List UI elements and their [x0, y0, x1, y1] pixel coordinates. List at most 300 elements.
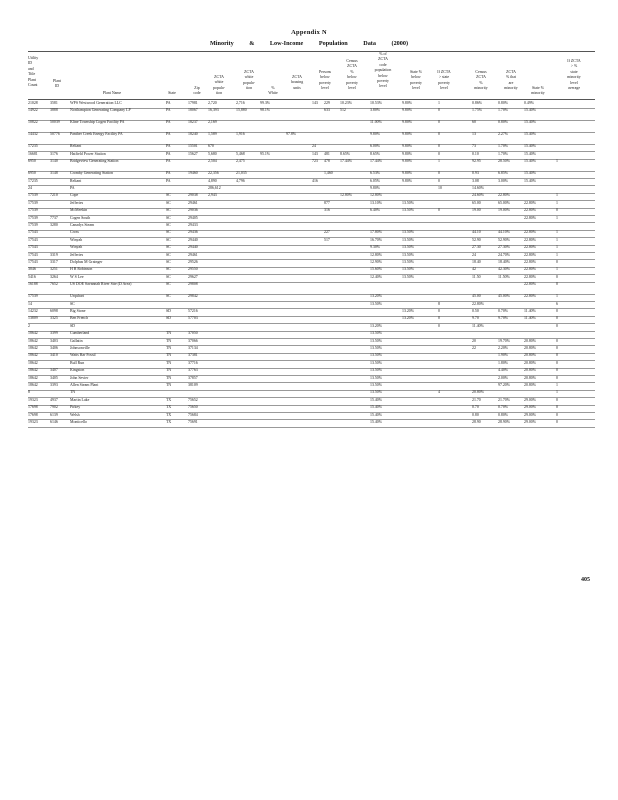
state-minority-cell: 20.80% [524, 338, 536, 343]
zcta-minority-cell: 0.80% [498, 412, 509, 417]
utility-cell: 19323 [28, 420, 38, 424]
pct-poverty-cell: 6.05% [370, 178, 381, 183]
census-minority-cell: 0.80 [472, 412, 479, 417]
pct-poverty-cell: 12.80% [370, 252, 382, 257]
state-poverty-cell: 9.80% [402, 144, 413, 149]
pct-poverty-cell: 9.80% [370, 186, 381, 190]
utility-cell: 17539 [28, 223, 38, 227]
utility-cell: 17698 [28, 405, 38, 410]
zcta-minority-cell: 18.40% [498, 260, 510, 264]
zcta-minority-cell: 1.70% [498, 151, 509, 156]
pct-poverty-cell: 17.44% [370, 159, 382, 164]
state-cell: SC [166, 274, 171, 279]
census-minority-cell: 44.10 [472, 230, 481, 235]
state-cell: PA [166, 159, 171, 164]
state-minority-cell: 15.40% [524, 151, 536, 156]
pct-poverty-cell: 12.90% [370, 260, 382, 264]
plant-name-cell: Kline Township Cogen Facility PA [70, 120, 125, 125]
zip-cell: 37716 [188, 360, 198, 365]
zcta-minority-cell: 6.85% [498, 171, 509, 176]
minority-flag-cell: 1 [556, 245, 558, 250]
plant-id-cell: 4937 [50, 397, 58, 402]
state-cell: SC [166, 223, 171, 227]
pct-poverty-cell: 13.50% [370, 353, 382, 358]
zcta-pop-cell: 670 [208, 144, 214, 149]
pct-poverty-cell: 15.60% [370, 267, 382, 272]
state-minority-cell: 20.80% [524, 368, 536, 373]
state-cell: TX [166, 420, 172, 424]
plant-id-cell: 3393 [50, 383, 58, 387]
census-minority-cell: 0.86% [472, 101, 483, 105]
census-minority-cell: 9.70 [472, 316, 479, 321]
census-minority-cell: 3.08 [472, 178, 479, 183]
poverty-flag-cell: 10 [438, 186, 442, 190]
utility-cell: 17539 [28, 294, 38, 299]
census-minority-cell: 14.60% [472, 186, 484, 190]
col-header-zcta-pop: ZCTA white popula- tion [213, 75, 225, 96]
zip-cell: 29526 [188, 260, 198, 264]
state-minority-cell: 22.80% [524, 267, 536, 272]
zcta-pop-cell: 286,612 [208, 186, 221, 190]
zcta-minority-cell: 28.90% [498, 420, 510, 424]
utility-cell: 18642 [28, 360, 38, 365]
plant-id-cell: 3405 [50, 375, 58, 380]
table-row [28, 208, 595, 215]
state-cell: TN [166, 353, 172, 358]
zcta-minority-cell: 24.70% [498, 252, 510, 257]
state-poverty-cell: 13.50% [402, 260, 414, 264]
plant-name-cell: Martin Lake [70, 397, 90, 402]
table-row [28, 390, 595, 397]
census-minority-cell: 65.00 [472, 200, 481, 205]
zcta-white-cell: 4,796 [236, 178, 245, 183]
table-row [28, 186, 595, 193]
zip-cell: 29405 [188, 215, 198, 220]
zcta-minority-cell: 0.70% [498, 405, 509, 410]
utility-cell: 17543 [28, 230, 38, 235]
minority-flag-cell: 0 [556, 260, 558, 264]
col-header-utility: Utility ID and Title Plant Count [28, 56, 39, 88]
plant-name-cell: Winyah [70, 245, 83, 250]
census-minority-cell: 0.93 [472, 171, 479, 176]
state-cell: SC [166, 237, 171, 242]
plant-name-cell: SC [70, 301, 75, 306]
zip-cell: 37066 [188, 338, 198, 343]
row-separator [28, 427, 595, 428]
zip-cell: 15501 [188, 144, 198, 149]
census-minority-cell: 0.70 [472, 405, 479, 410]
plant-name-cell: Winyah [70, 237, 83, 242]
utility-cell: 2 [28, 323, 30, 328]
plant-name-cell: Panther Creek Energy Facility PA [70, 132, 123, 137]
state-minority-cell: 20.80% [524, 383, 536, 387]
poverty-count-cell: 1,460 [324, 171, 333, 176]
plant-name-cell: Cross [70, 230, 79, 235]
utility-cell: 19323 [28, 397, 38, 402]
zip-cell: 29436 [188, 230, 198, 235]
state-minority-cell: 22.80% [524, 274, 536, 279]
pct-poverty-cell: 15.40% [370, 405, 382, 410]
zcta-minority-cell: 9.70% [498, 316, 509, 321]
state-cell: SD [166, 309, 171, 313]
census-minority-cell: 18.40 [472, 260, 481, 264]
plant-name-cell: Cogen South [70, 215, 91, 220]
state-poverty-cell: 13.50% [402, 252, 414, 257]
poverty-count-cell: 316 [324, 208, 330, 213]
pct-white-cell: 99.3% [260, 101, 271, 105]
state-poverty-cell: 13.50% [402, 274, 414, 279]
table-row [28, 339, 595, 346]
persons-below-cell: 416 [312, 178, 318, 183]
poverty-flag-cell: 0 [438, 208, 440, 213]
state-poverty-cell: 9.80% [402, 159, 413, 164]
housing-cell: 97.8% [286, 132, 297, 137]
plant-name-cell: John Sevier [70, 375, 89, 380]
state-cell: TX [166, 397, 172, 402]
pct-white-cell: 98.1% [260, 108, 271, 113]
plant-name-cell: Cope [70, 193, 79, 198]
state-minority-cell: 22.80% [524, 252, 536, 257]
zip-cell: 29433 [188, 223, 198, 227]
utility-cell: 18642 [28, 331, 38, 336]
zcta-minority-cell: 19.00% [498, 208, 510, 213]
state-minority-cell: 15.40% [524, 144, 536, 149]
state-cell: PA [166, 101, 171, 105]
minority-flag-cell: 0 [556, 274, 558, 279]
utility-cell: 6950 [28, 171, 36, 176]
utility-cell: 17539 [28, 193, 38, 198]
zcta-minority-cell: 52.90% [498, 237, 510, 242]
state-minority-cell: 20.80% [524, 375, 536, 380]
state-minority-cell: 22.80% [524, 282, 536, 287]
plant-id-cell: 3410 [50, 353, 58, 358]
state-poverty-cell: 13.50% [402, 267, 414, 272]
pct-white-cell: 95.1% [260, 151, 271, 156]
plant-id-cell: 3399 [50, 331, 58, 336]
table-row [28, 245, 595, 252]
minority-flag-cell: 1 [556, 237, 558, 242]
table-row [28, 346, 595, 353]
table-subtitle: Minority & Low-Income Population Data (2000) [209, 40, 409, 47]
state-cell: PA [166, 132, 171, 137]
plant-id-cell: 3888 [50, 108, 58, 113]
plant-name-cell: Cromby Generating Station [70, 171, 114, 176]
poverty-count-cell: 227 [324, 230, 330, 235]
col-header-if-zcta-minority: If ZCTA > % state minority level average [567, 59, 581, 91]
zcta-minority-cell: 28.50% [498, 159, 510, 164]
col-header-pct-of-zcta: % of ZCTA code population below poverty level [374, 52, 392, 89]
header-top-rule [28, 51, 595, 52]
zcta-minority-cell: 45.00% [498, 294, 510, 299]
state-cell: TN [166, 375, 172, 380]
minority-flag-cell: 1 [556, 200, 558, 205]
zcta-minority-cell: 1.80% [498, 360, 509, 365]
state-poverty-cell: 9.80% [402, 178, 413, 183]
utility-cell: 10822 [28, 120, 38, 125]
persons-below-cell: 143 [312, 101, 318, 105]
state-poverty-cell: 9.80% [402, 108, 413, 113]
table-row [28, 238, 595, 245]
minority-flag-cell: 0 [556, 397, 558, 402]
zcta-minority-cell: 2.27% [498, 132, 509, 137]
state-minority-cell: 20.80% [524, 346, 536, 350]
plant-name-cell: Jefferies [70, 200, 84, 205]
table-row [28, 368, 595, 375]
zcta-white-cell: 2,475 [236, 159, 245, 164]
plant-id-cell: 7902 [50, 405, 58, 410]
utility-cell: 14922 [28, 108, 38, 113]
table-row [28, 267, 595, 274]
poverty-flag-cell: 4 [438, 390, 440, 395]
zcta-minority-cell: 2.00% [498, 375, 509, 380]
state-cell: SC [166, 267, 171, 272]
pct-poverty-cell: 15.40% [370, 397, 382, 402]
col-header-state-pct: State % below poverty level [410, 70, 422, 91]
state-cell: TN [166, 346, 172, 350]
plant-name-cell: Monticello [70, 420, 88, 424]
table-row [28, 398, 595, 405]
plant-name-cell: W S Lee [70, 274, 84, 279]
plant-name-cell: US DOE Savannah River Site (D Area) [70, 282, 132, 287]
plant-id-cell: 3148 [50, 171, 58, 176]
state-cell: TN [166, 331, 172, 336]
table-row [28, 171, 595, 178]
col-header-census-minority: Census ZCTA % minority [474, 70, 488, 91]
pct-poverty-cell: 13.50% [370, 375, 382, 380]
census-minority-cell: 52.90 [472, 237, 481, 242]
zcta-minority-cell: 2.20% [498, 346, 509, 350]
state-cell: SD [166, 316, 171, 321]
census-minority-cell: 92.95 [472, 159, 481, 164]
pct-poverty-cell: 13.10% [370, 200, 382, 205]
state-cell: SC [166, 230, 171, 235]
census-minority-cell: 45.00 [472, 294, 481, 299]
col-header-if-zcta: If ZCTA > state poverty level [437, 70, 451, 91]
table-row [28, 294, 595, 301]
table-row [28, 193, 595, 200]
minority-flag-cell: 0 [556, 353, 558, 358]
plant-id-cell: 3319 [50, 252, 58, 257]
census-poverty-cell: 10.23% [340, 101, 352, 105]
pct-poverty-cell: 9.30% [370, 245, 381, 250]
poverty-flag-cell: 8 [438, 301, 440, 306]
census-minority-cell: 13 [472, 132, 476, 137]
state-poverty-cell: 13.50% [402, 200, 414, 205]
zip-cell: 75691 [188, 420, 198, 424]
table-row [28, 324, 595, 331]
zcta-minority-cell: 0.80% [498, 120, 509, 125]
plant-id-cell: 50776 [50, 132, 60, 137]
census-minority-cell: 22.80% [472, 301, 484, 306]
state-cell: SC [166, 215, 171, 220]
table-row [28, 282, 595, 293]
col-header-state: State [168, 91, 176, 95]
utility-cell: 14432 [28, 132, 38, 137]
census-minority-cell: 73 [472, 144, 476, 149]
poverty-count-cell: 478 [324, 159, 330, 164]
pct-poverty-cell: 13.50% [370, 390, 382, 395]
plant-name-cell: Bridgeview Generating Station [70, 159, 119, 164]
pct-poverty-cell: 6.40% [370, 208, 381, 213]
poverty-flag-cell: 0 [438, 108, 440, 113]
state-minority-cell: 11.40% [524, 309, 536, 313]
census-minority-cell: 28.90 [472, 420, 481, 424]
page-number: 405 [581, 577, 590, 583]
zip-cell: 75684 [188, 412, 198, 417]
zip-cell: 29808 [188, 282, 198, 287]
table-row [28, 275, 595, 282]
table-row [28, 159, 595, 170]
table-row [28, 353, 595, 360]
utility-cell: 18642 [28, 368, 38, 373]
zip-cell: 18237 [188, 120, 198, 125]
col-header-census-zcta: Census ZCTA % below poverty level [346, 59, 358, 91]
table-row [28, 413, 595, 420]
zip-cell: 37381 [188, 353, 198, 358]
minority-flag-cell: 0 [556, 323, 558, 328]
zip-cell: 29036 [188, 208, 198, 213]
plant-id-cell: 7652 [50, 282, 58, 287]
state-poverty-cell: 13.50% [402, 230, 414, 235]
utility-cell: 13809 [28, 316, 38, 321]
zip-cell: 37134 [188, 346, 198, 350]
census-minority-cell: 21.70 [472, 397, 481, 402]
table-row [28, 132, 595, 143]
poverty-flag-cell: 1 [438, 101, 440, 105]
zip-cell: 75652 [188, 397, 198, 402]
plant-name-cell: Hatfield Power Station [70, 151, 106, 156]
zip-cell: 29440 [188, 237, 198, 242]
state-cell: SC [166, 208, 171, 213]
zip-cell: 17981 [188, 101, 198, 105]
pct-poverty-cell: 16.70% [370, 237, 382, 242]
zcta-pop-cell: 2,169 [208, 120, 217, 125]
state-poverty-cell: 13.20% [402, 316, 414, 321]
state-poverty-cell: 9.80% [402, 171, 413, 176]
plant-name-cell: Northampton Generating Company LP [70, 108, 131, 113]
table-row [28, 331, 595, 338]
plant-id-cell: 3251 [50, 267, 58, 272]
minority-flag-cell: 0 [556, 405, 558, 410]
state-cell: TN [166, 360, 172, 365]
state-cell: PA [166, 108, 171, 113]
plant-id-cell: 3325 [50, 316, 58, 321]
pct-poverty-cell: 8.65% [370, 151, 381, 156]
state-poverty-cell: 9.80% [402, 151, 413, 156]
zcta-white-cell: 21,035 [236, 171, 247, 176]
plant-id-cell: 7737 [50, 215, 58, 220]
pct-poverty-cell: 11.00% [370, 120, 382, 125]
col-header-zcta-pct-minority: ZCTA % that are minority [504, 70, 518, 91]
poverty-flag-cell: 0 [438, 120, 440, 125]
pct-poverty-cell: 13.50% [370, 360, 382, 365]
col-header-pct-white: % White [268, 86, 278, 96]
utility-cell: 17543 [28, 252, 38, 257]
state-cell: PA [166, 144, 171, 149]
census-minority-cell: 20 [472, 338, 476, 343]
pct-poverty-cell: 13.50% [370, 346, 382, 350]
utility-cell: 17539 [28, 208, 38, 213]
zip-cell: 29842 [188, 294, 198, 299]
utility-cell: 18642 [28, 383, 38, 387]
minority-flag-cell: 1 [556, 294, 558, 299]
plant-id-cell: 6146 [50, 420, 58, 424]
table-row [28, 101, 595, 108]
col-header-zip: Zip code [193, 86, 201, 96]
census-minority-cell: 42 [472, 267, 476, 272]
state-cell: SC [166, 200, 171, 205]
table-row [28, 420, 595, 427]
pct-poverty-cell: 6.00% [370, 144, 381, 149]
plant-name-cell: H B Robinson [70, 267, 93, 272]
zcta-minority-cell: 1.90% [498, 353, 509, 358]
table-row [28, 108, 595, 119]
utility-cell: 17235 [28, 178, 38, 183]
zcta-pop-cell: 2,720 [208, 101, 217, 105]
plant-name-cell: Ben French [70, 316, 89, 321]
census-minority-cell: 24 [472, 252, 476, 257]
plant-id-cell: 7210 [50, 193, 58, 198]
header-bottom-rule [28, 99, 595, 100]
utility-cell: 6950 [28, 159, 36, 164]
zcta-minority-cell: 0.70% [498, 309, 509, 313]
minority-flag-cell: 0 [556, 309, 558, 313]
utility-cell: 14232 [28, 309, 38, 313]
state-poverty-cell: 9.80% [402, 101, 413, 105]
plant-id-cell: 3264 [50, 274, 58, 279]
pct-poverty-cell: 6.53% [370, 171, 381, 176]
plant-name-cell: Canadys Steam [70, 223, 95, 227]
utility-cell: 21028 [28, 101, 38, 105]
state-minority-cell: 29.00% [524, 420, 536, 424]
state-minority-cell: 29.00% [524, 412, 536, 417]
table-row [28, 383, 595, 390]
persons-below-cell: 143 [312, 151, 318, 156]
zcta-white-cell: 1,916 [236, 132, 245, 137]
census-minority-cell: 1.75% [472, 108, 483, 113]
utility-cell: 5416 [28, 274, 36, 279]
zcta-white-cell: 15,880 [236, 108, 247, 113]
pct-poverty-cell: 13.50% [370, 383, 382, 387]
state-minority-cell: 15.40% [524, 171, 536, 176]
persons-below-cell: 24 [312, 144, 316, 149]
plant-name-cell: Cumberland [70, 331, 90, 336]
census-minority-cell: 0.50 [472, 309, 479, 313]
zip-cell: 57703 [188, 316, 198, 321]
minority-flag-cell: 0 [556, 346, 558, 350]
zcta-minority-cell: 4.40% [498, 368, 509, 373]
zip-cell: 37763 [188, 368, 198, 373]
zip-cell: 29461 [188, 252, 198, 257]
state-minority-cell: 0.49% [524, 101, 535, 105]
zcta-minority-cell: 97.20% [498, 383, 510, 387]
minority-flag-cell: 0 [556, 375, 558, 380]
plant-name-cell: Big Stone [70, 309, 86, 313]
table-row [28, 201, 595, 208]
zip-cell: 18067 [188, 108, 198, 113]
state-minority-cell: 20.80% [524, 360, 536, 365]
plant-name-cell: Urquhart [70, 294, 85, 299]
pct-poverty-cell: 12.80% [370, 193, 382, 198]
table-row [28, 152, 595, 159]
state-minority-cell: 15.40% [524, 132, 536, 137]
state-minority-cell: 15.40% [524, 159, 536, 164]
state-poverty-cell: 9.80% [402, 120, 413, 125]
zcta-minority-cell: 3.00% [498, 178, 509, 183]
plant-name-cell: Allen Steam Plant [70, 383, 99, 387]
utility-cell: 8 [28, 390, 30, 395]
census-poverty-cell: 12.80% [340, 193, 352, 198]
